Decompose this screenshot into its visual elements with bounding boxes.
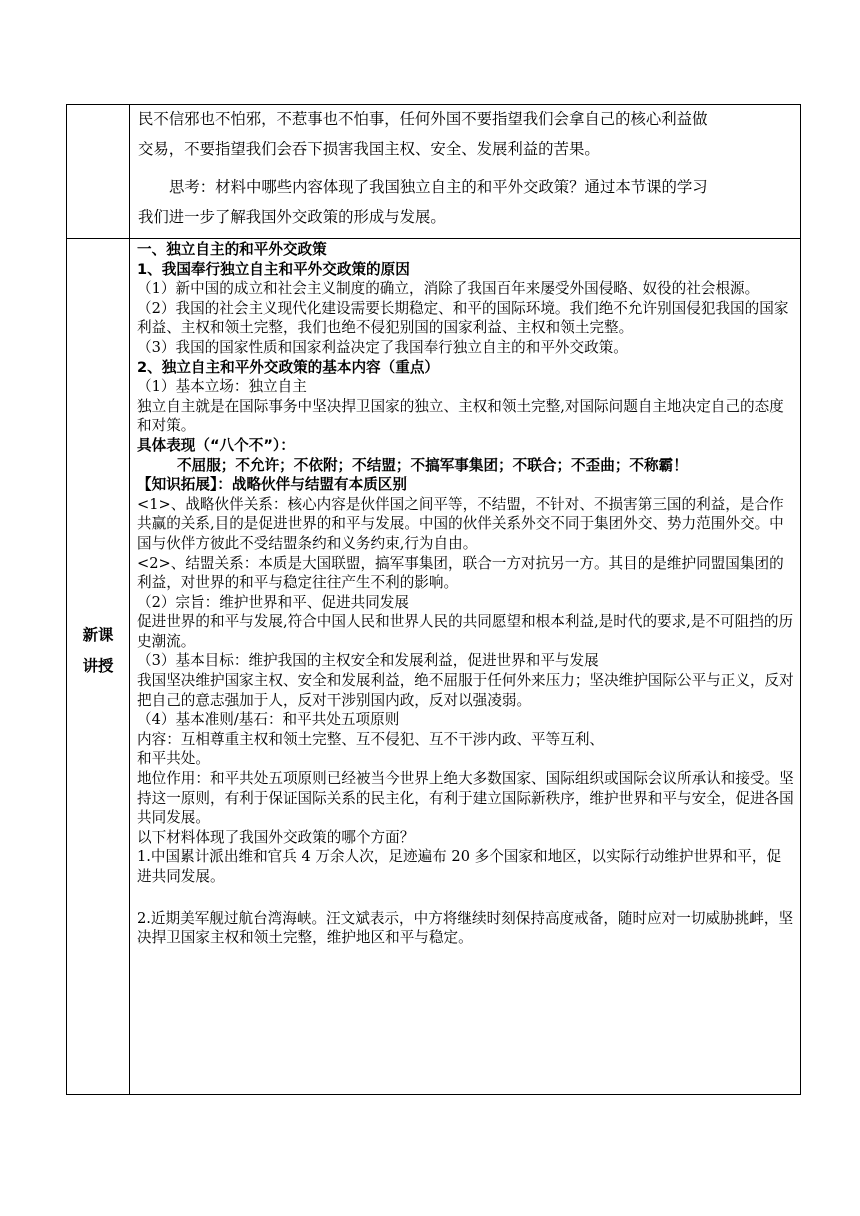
goal-text: 我国坚决维护国家主权、安全和发展利益，绝不屈服于任何外来压力；坚决维护国际公平与正义，反对把自己的意志强加于人，反对干涉别国内政，反对以强凌弱。 xyxy=(137,672,794,709)
alliance-text: <2>、结盟关系：本质是大国联盟，搞军事集团，联合一方对抗另一方。其目的是维护同盟国集团的利益，对世界的和平与稳定往往产生不利的影响。 xyxy=(137,554,784,592)
question-prompt: 以下材料体现了我国外交政策的哪个方面？ xyxy=(137,828,415,846)
principle-status: 地位作用：和平共处五项原则已经被当今世界上绝大多数国家、国际组织或国际会议所承认和接受。坚持这一原则，有利于保证国际关系的民主化，有利于建立国际新秩序，维护世界和平与安全，促进各国共同发展。 xyxy=(137,770,794,827)
knowledge-expansion-title: 【知识拓展】：战略伙伴与结盟有本质区别 xyxy=(137,476,407,494)
new-lesson-row xyxy=(67,239,801,1095)
stance-text: 独立自主就是在国际事务中坚决捍卫国家的独立、主权和领土完整,对国际问题自主地决定自己的态度和对策。 xyxy=(137,397,784,435)
reason-2: （2）我国的社会主义现代化建设需要长期稳定、和平的国际环境。我们绝不允许别国侵犯我国的国家利益、主权和领土完整，我们也绝不侵犯别国的国家利益、主权和领土完整。 xyxy=(137,299,789,337)
purpose-text: 促进世界的和平与发展,符合中国人民和世界人民的共同愿望和根本利益,是时代的要求,是不可阻挡的历史潮流。 xyxy=(137,613,794,650)
label-line-2: 讲授 xyxy=(82,657,114,675)
spacer xyxy=(137,887,795,909)
principle-title: （4）基本准则/基石：和平共处五项原则 xyxy=(137,711,400,729)
reason-1: （1）新中国的成立和社会主义制度的确立，消除了我国百年来屡受外国侵略、奴役的社会根源。 xyxy=(137,280,760,298)
case-1: 1.中国累计派出维和官兵 4 万余人次，足迹遍布 20 多个国家和地区，以实际行动维护世界和平，促进共同发展。 xyxy=(137,848,782,885)
intro-row xyxy=(67,105,801,239)
new-lesson-label-cell xyxy=(67,239,130,1095)
subsection-reasons: 1、我国奉行独立自主和平外交政策的原因 xyxy=(137,260,410,278)
think-line-1: 思考：材料中哪些内容体现了我国独立自主的和平外交政策？通过本节课的学习 xyxy=(169,178,708,196)
intro-line-2: 交易，不要指望我们会吞下损害我国主权、安全、发展利益的苦果。 xyxy=(138,140,600,158)
principle-content-2: 和平共处。 xyxy=(137,750,210,768)
section-heading: 一、独立自主的和平外交政策 xyxy=(137,241,327,258)
eight-nos-items: 不屈服；不允许；不依附；不结盟；不搞军事集团；不联合；不歪曲；不称霸！ xyxy=(177,456,688,474)
label-line-1: 新课 xyxy=(82,626,114,644)
new-lesson-content-cell xyxy=(130,239,801,1095)
lesson-plan-table xyxy=(66,104,801,1095)
intro-label-cell xyxy=(67,105,130,239)
case-2: 2.近期美军舰过航台湾海峡。汪文斌表示，中方将继续时刻保持高度戒备，随时应对一切威胁挑衅，坚决捍卫国家主权和领土完整，维护地区和平与稳定。 xyxy=(137,909,794,947)
subsection-content: 2、独立自主和平外交政策的基本内容（重点） xyxy=(137,358,440,376)
think-line-2: 我们进一步了解我国外交政策的形成与发展。 xyxy=(138,208,446,226)
eight-nos-title: 具体表现（“八个不”）： xyxy=(137,436,295,454)
strategic-partnership-text: <1>、战略伙伴关系：核心内容是伙伴国之间平等，不结盟，不针对、不损害第三国的利益，是合作共赢的关系,目的是促进世界的和平与发展。中国的伙伴关系外交不同于集团外交、势力范围外交。中国与伙伴方彼此不受结盟条约和义务约束,行为自由。 xyxy=(137,495,784,552)
reason-3: （3）我国的国家性质和国家利益决定了我国奉行独立自主的和平外交政策。 xyxy=(137,338,628,356)
principle-content-1: 内容：互相尊重主权和领土完整、互不侵犯、互不干涉内政、平等互利、 xyxy=(137,730,605,748)
purpose-title: （2）宗旨：维护世界和平、促进共同发展 xyxy=(137,593,409,611)
goal-title: （3）基本目标：维护我国的主权安全和发展利益，促进世界和平与发展 xyxy=(137,652,599,670)
intro-line-1: 民不信邪也不怕邪，不惹事也不怕事，任何外国不要指望我们会拿自己的核心利益做 xyxy=(138,110,708,128)
intro-content-cell xyxy=(130,105,801,239)
stance-title: （1）基本立场：独立自主 xyxy=(137,378,307,396)
